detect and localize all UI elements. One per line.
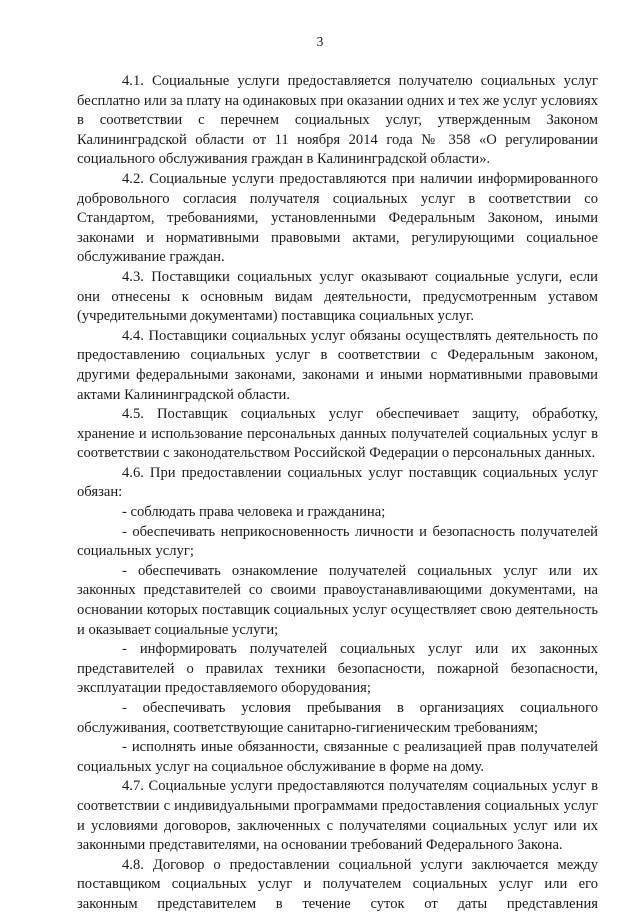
list-item-documents-familiarization: - обеспечивать ознакомление получателей социальных услуг или их законных представителей со своими правоустанавливающими документами, на основании которых поставщик социальных услуг осуществляет свою деятельность и оказывает социальные услуги; xyxy=(77,562,598,638)
list-item-human-rights: - соблюдать права человека и гражданина; xyxy=(122,504,386,521)
paragraph-4-8: 4.8. Договор о предоставлении социальной услуги заключается между поставщиком социальных услуг и получателем социальных услуг или его законным представителем в течение суток от даты представления xyxy=(77,856,598,912)
list-item-sanitary-conditions: - обеспечивать условия пребывания в организациях социального обслуживания, соответствующие санитарно-гигиеническим требованиям; xyxy=(77,700,598,736)
paragraph-4-3: 4.3. Поставщики социальных услуг оказывают социальные услуги, если они отнесены к основным видам деятельности, предусмотренным уставом (учредительными документами) поставщика социальных услуг. xyxy=(77,268,598,325)
list-item-other-duties: - исполнять иные обязанности, связанные с реализацией прав получателей социальных услуг на социальное обслуживание в форме на дому. xyxy=(77,739,598,775)
list-item-personal-safety: - обеспечивать неприкосновенность личности и безопасность получателей социальных услуг; xyxy=(77,523,598,560)
paragraph-4-4: 4.4. Поставщики социальных услуг обязаны осуществлять деятельность по предоставлению социальных услуг в соответствии с Федеральным законом, другими федеральными законами, законами и иными нормативными правовыми актами Калининградской области. xyxy=(77,327,598,403)
list-item-safety-informing: - информировать получателей социальных услуг или их законных представителей о правилах техники безопасности, пожарной безопасности, эксплуатации предоставляемого оборудования; xyxy=(77,641,598,697)
page-number: 3 xyxy=(316,34,324,49)
paragraph-4-5: 4.5. Поставщик социальных услуг обеспечивает защиту, обработку, хранение и использование персональных данных получателей социальных услуг в соответствии с законодательством Российской Федерации о персональных данных. xyxy=(77,406,598,462)
paragraph-4-7: 4.7. Социальные услуги предоставляются получателям социальных услуг в соответствии с индивидуальными программами предоставления социальных услуг и условиями договоров, заключенных с получателями социальных услуг или их законными представителями, на основании требований Федерального Закона. xyxy=(77,778,598,854)
paragraph-4-6: 4.6. При предоставлении социальных услуг поставщик социальных услуг обязан: xyxy=(77,464,598,501)
paragraph-4-2: 4.2. Социальные услуги предоставляются при наличии информированного добровольного согласия получателя социальных услуг в соответствии со Стандартом, требованиями, установленными Федеральным Законом, иными законами и нормативными правовыми актами, регулирующими социальное обслуживание граждан. xyxy=(77,170,598,266)
paragraph-4-1: 4.1. Социальные услуги предоставляется получателю социальных услуг бесплатно или за плату на одинаковых при оказании одних и тех же услуг условиях в соответствии с перечнем социальных услуг, утвержденным Законом Калининградской области от 11 ноября 2014 года № 358 «О регулировании социального обслуживания граждан в Калининградской области». xyxy=(77,73,598,168)
